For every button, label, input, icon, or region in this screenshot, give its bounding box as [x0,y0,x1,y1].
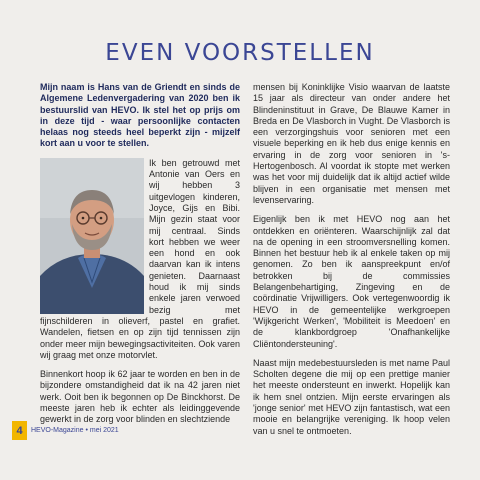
page-number: 4 [12,421,27,440]
portrait-photo [40,158,144,314]
intro-paragraph: Mijn naam is Hans van de Griendt en sinds de Algemene Ledenvergadering van 2020 ben ik bestuurslid van HEVO. Ik stel het op prijs om in deze tijd - waar persoonlijke contacten helaas nog steeds heel beperkt zijn - mijzelf kort aan u voor te stellen. [40,82,240,149]
left-paragraph-2: Binnenkort hoop ik 62 jaar te worden en ben in de bijzondere omstandigheid dat ik na 42 jaren niet werk. Ooit ben ik begonnen op De Binckhorst. De meeste jaren heb ik echter als leidinggevende gewerkt in de zorg voor blinden en slechtziende [40,369,240,425]
page-title: EVEN VOORSTELLEN [105,40,375,66]
portrait-illustration [40,158,144,314]
left-column [40,82,240,426]
magazine-issue: HEVO-Magazine • mei 2021 [31,427,119,434]
left-paragraph-1: Ik ben getrouwd met Antonie van Oers en wij hebben 3 uitgevlogen kinderen, Joyce, Gijs en Bibi. Mijn gezin staat voor mij centraal. Sinds kort hebben we weer een hond en ook daarvan kan ik intens genieten. Daarnaast houd ik mij sinds enkele jaren verwoed bezig met fijnschilderen in olieverf, pastel en grafiet. Wandelen, fietsen en op zijn tijd tennissen zijn onder meer mijn bewegingsactiviteiten. Ook varen wij graag met onze motorvlet. [40,157,240,360]
right-paragraph-2: Eigenlijk ben ik met HEVO nog aan het ontdekken en oriënteren. Waarschijnlijk zal dat na de opening in een stroomversnelling komen. Binnen het bestuur heb ik al enkele taken op mij genomen. Zo ben ik aanspreekpunt en/of betrokken bij de commissies Belangenbehartiging, Zingeving en de coördinatie Vrijwilligers. Ook vertegenwoordig ik HEVO in de gemeentelijke werkgroepen 'Wijkgericht Werken', 'Mobiliteit is Meedoen' en de klankbordgroep 'Onafhankelijke Cliëntondersteuning'. [253,214,450,349]
right-column [253,82,450,437]
page-footer [12,421,119,440]
right-paragraph-3: Naast mijn medebestuursleden is met name Paul Scholten degene die mij op een prettige manier het meeste ondersteunt en inwerkt. Hopelijk kan ik hem snel ontzien. Mijn eerste ervaringen als 'jonge senior' met HEVO zijn fantastisch, wat een mooie en belangrijke vereniging. Ik hoop velen van u snel te ontmoeten. [253,357,450,436]
right-paragraph-1: mensen bij Koninklijke Visio waarvan de laatste 15 jaar als directeur van onder andere het Blindeninstituut in Grave, De Blauwe Kamer in Breda en De Vlasborch in Vught. De Vlasborch is een verzorgingshuis voor senioren met een visuele beperking en ik heb dus enige kennis en ervaring in de zorg voor senioren in 's-Hertogenbosch. Al voordat ik stopte met werken was het voor mij duidelijk dat ik altijd actief wilde blijven in een organisatie met mensen met levenservaring. [253,82,450,205]
